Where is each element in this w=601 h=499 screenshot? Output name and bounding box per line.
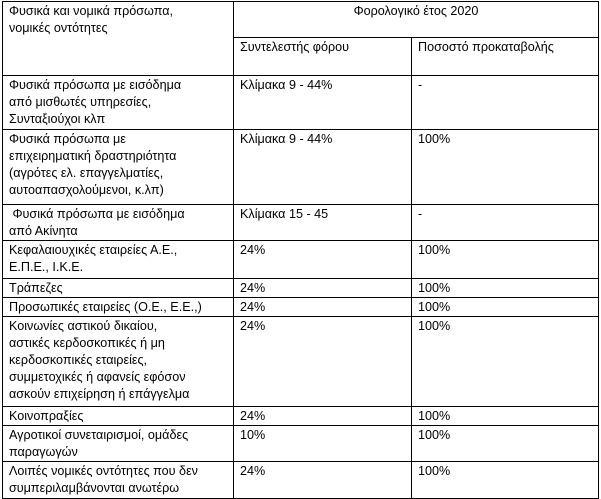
entity-line: Προσωπικές εταιρείες (Ο.Ε., Ε.Ε.,) (9, 300, 202, 314)
rate-cell (234, 407, 412, 426)
table-row (3, 317, 599, 407)
prepayment-value: 100% (418, 132, 451, 146)
prepayment-value: 100% (418, 464, 451, 478)
prepayment-cell (412, 426, 599, 462)
prepayment-cell (412, 130, 599, 205)
rate-cell (234, 241, 412, 279)
entity-header-cell (3, 2, 234, 76)
table-row (3, 241, 599, 279)
rate-value: 24% (240, 409, 266, 423)
prepayment-value: 100% (418, 428, 451, 442)
table-row (3, 426, 599, 462)
table-row (3, 462, 599, 499)
rate-cell (234, 317, 412, 407)
rate-value: 24% (240, 243, 266, 257)
entity-line: Κοινωνίες αστικού δικαίου, (9, 319, 158, 333)
rate-value: 24% (240, 319, 266, 333)
tax-year-label: Φορολογικό έτος 2020 (353, 4, 479, 18)
table-row (3, 76, 599, 130)
tax-year-header-cell (234, 2, 599, 38)
entity-cell (3, 317, 234, 407)
rate-value: Κλίμακα 9 - 44% (240, 78, 333, 92)
rate-value: 24% (240, 281, 266, 295)
rate-cell (234, 426, 412, 462)
entity-cell (3, 462, 234, 499)
tax-rates-table (2, 1, 599, 499)
entity-line: από μισθωτές υπηρεσίες, (9, 95, 152, 109)
entity-header-line-2: νομικές οντότητες (9, 21, 108, 35)
prepayment-value: 100% (418, 281, 451, 295)
entity-line: Φυσικά πρόσωπα με εισόδημα (9, 207, 185, 221)
entity-cell (3, 426, 234, 462)
entity-cell (3, 205, 234, 241)
prepayment-header-label: Ποσοστό προκαταβολής (418, 40, 554, 54)
rate-value: 10% (240, 428, 266, 442)
prepayment-header-cell (412, 38, 599, 76)
entity-line: Κεφαλαιουχικές εταιρείες Α.Ε., (9, 243, 178, 257)
entity-line: συμμετοχικές ή αφανείς εφόσον (9, 370, 186, 384)
prepayment-value: 100% (418, 243, 451, 257)
rate-cell (234, 76, 412, 130)
table-row (3, 298, 599, 317)
entity-line: Ε.Π.Ε., Ι.Κ.Ε. (9, 260, 84, 274)
entity-cell (3, 241, 234, 279)
entity-line: συμπεριλαμβάνονται ανωτέρω (9, 481, 180, 495)
entity-cell (3, 407, 234, 426)
entity-line: επιχειρηματική δραστηριότητα (9, 149, 177, 163)
entity-line: Αγροτικοί συνεταιρισμοί, ομάδες (9, 428, 189, 442)
rate-value: Κλίμακα 15 - 45 (240, 207, 329, 221)
entity-line: Συνταξιούχοι κλπ (9, 112, 106, 126)
prepayment-cell (412, 407, 599, 426)
prepayment-value: 100% (418, 409, 451, 423)
entity-line: ασκούν επιχείρηση ή επάγγελμα (9, 387, 190, 401)
rate-cell (234, 298, 412, 317)
entity-line: (αγρότες ελ. επαγγελματίες, (9, 166, 164, 180)
entity-line: Φυσικά πρόσωπα με (9, 132, 126, 146)
rate-header-label: Συντελεστής φόρου (240, 40, 350, 54)
table-row (3, 205, 599, 241)
entity-line: από Ακίνητα (9, 224, 78, 238)
rate-cell (234, 279, 412, 298)
rate-cell (234, 462, 412, 499)
rate-header-cell (234, 38, 412, 76)
rate-value: Κλίμακα 9 - 44% (240, 132, 333, 146)
prepayment-value: 100% (418, 319, 451, 333)
rate-value: 24% (240, 300, 266, 314)
table-body (3, 2, 599, 499)
entity-cell (3, 279, 234, 298)
prepayment-cell (412, 241, 599, 279)
entity-cell (3, 298, 234, 317)
prepayment-value: 100% (418, 300, 451, 314)
prepayment-cell (412, 76, 599, 130)
entity-cell (3, 76, 234, 130)
prepayment-cell (412, 279, 599, 298)
entity-line: αστικές κερδοσκοπικές ή μη (9, 336, 165, 350)
prepayment-cell (412, 317, 599, 407)
entity-line: Λοιπές νομικές οντότητες που δεν (9, 464, 198, 478)
entity-line: Τράπεζες (9, 281, 63, 295)
entity-line: Φυσικά πρόσωπα με εισόδημα (9, 78, 182, 92)
rate-value: 24% (240, 464, 266, 478)
header-row-top (3, 2, 599, 38)
rate-cell (234, 130, 412, 205)
entity-line: παραγωγών (9, 445, 78, 459)
table-row (3, 407, 599, 426)
table-row (3, 279, 599, 298)
entity-line: Κοινοπραξίες (9, 409, 84, 423)
prepayment-cell (412, 205, 599, 241)
prepayment-cell (412, 298, 599, 317)
entity-line: κερδοσκοπικές εταιρείες, (9, 353, 148, 367)
entity-line: αυτοαπασχολούμενοι, κ.λπ) (9, 183, 164, 197)
prepayment-cell (412, 462, 599, 499)
prepayment-value: - (418, 78, 423, 92)
entity-header-line-1: Φυσικά και νομικά πρόσωπα, (9, 4, 174, 18)
entity-cell (3, 130, 234, 205)
rate-cell (234, 205, 412, 241)
table-row (3, 130, 599, 205)
prepayment-value: - (418, 207, 423, 221)
